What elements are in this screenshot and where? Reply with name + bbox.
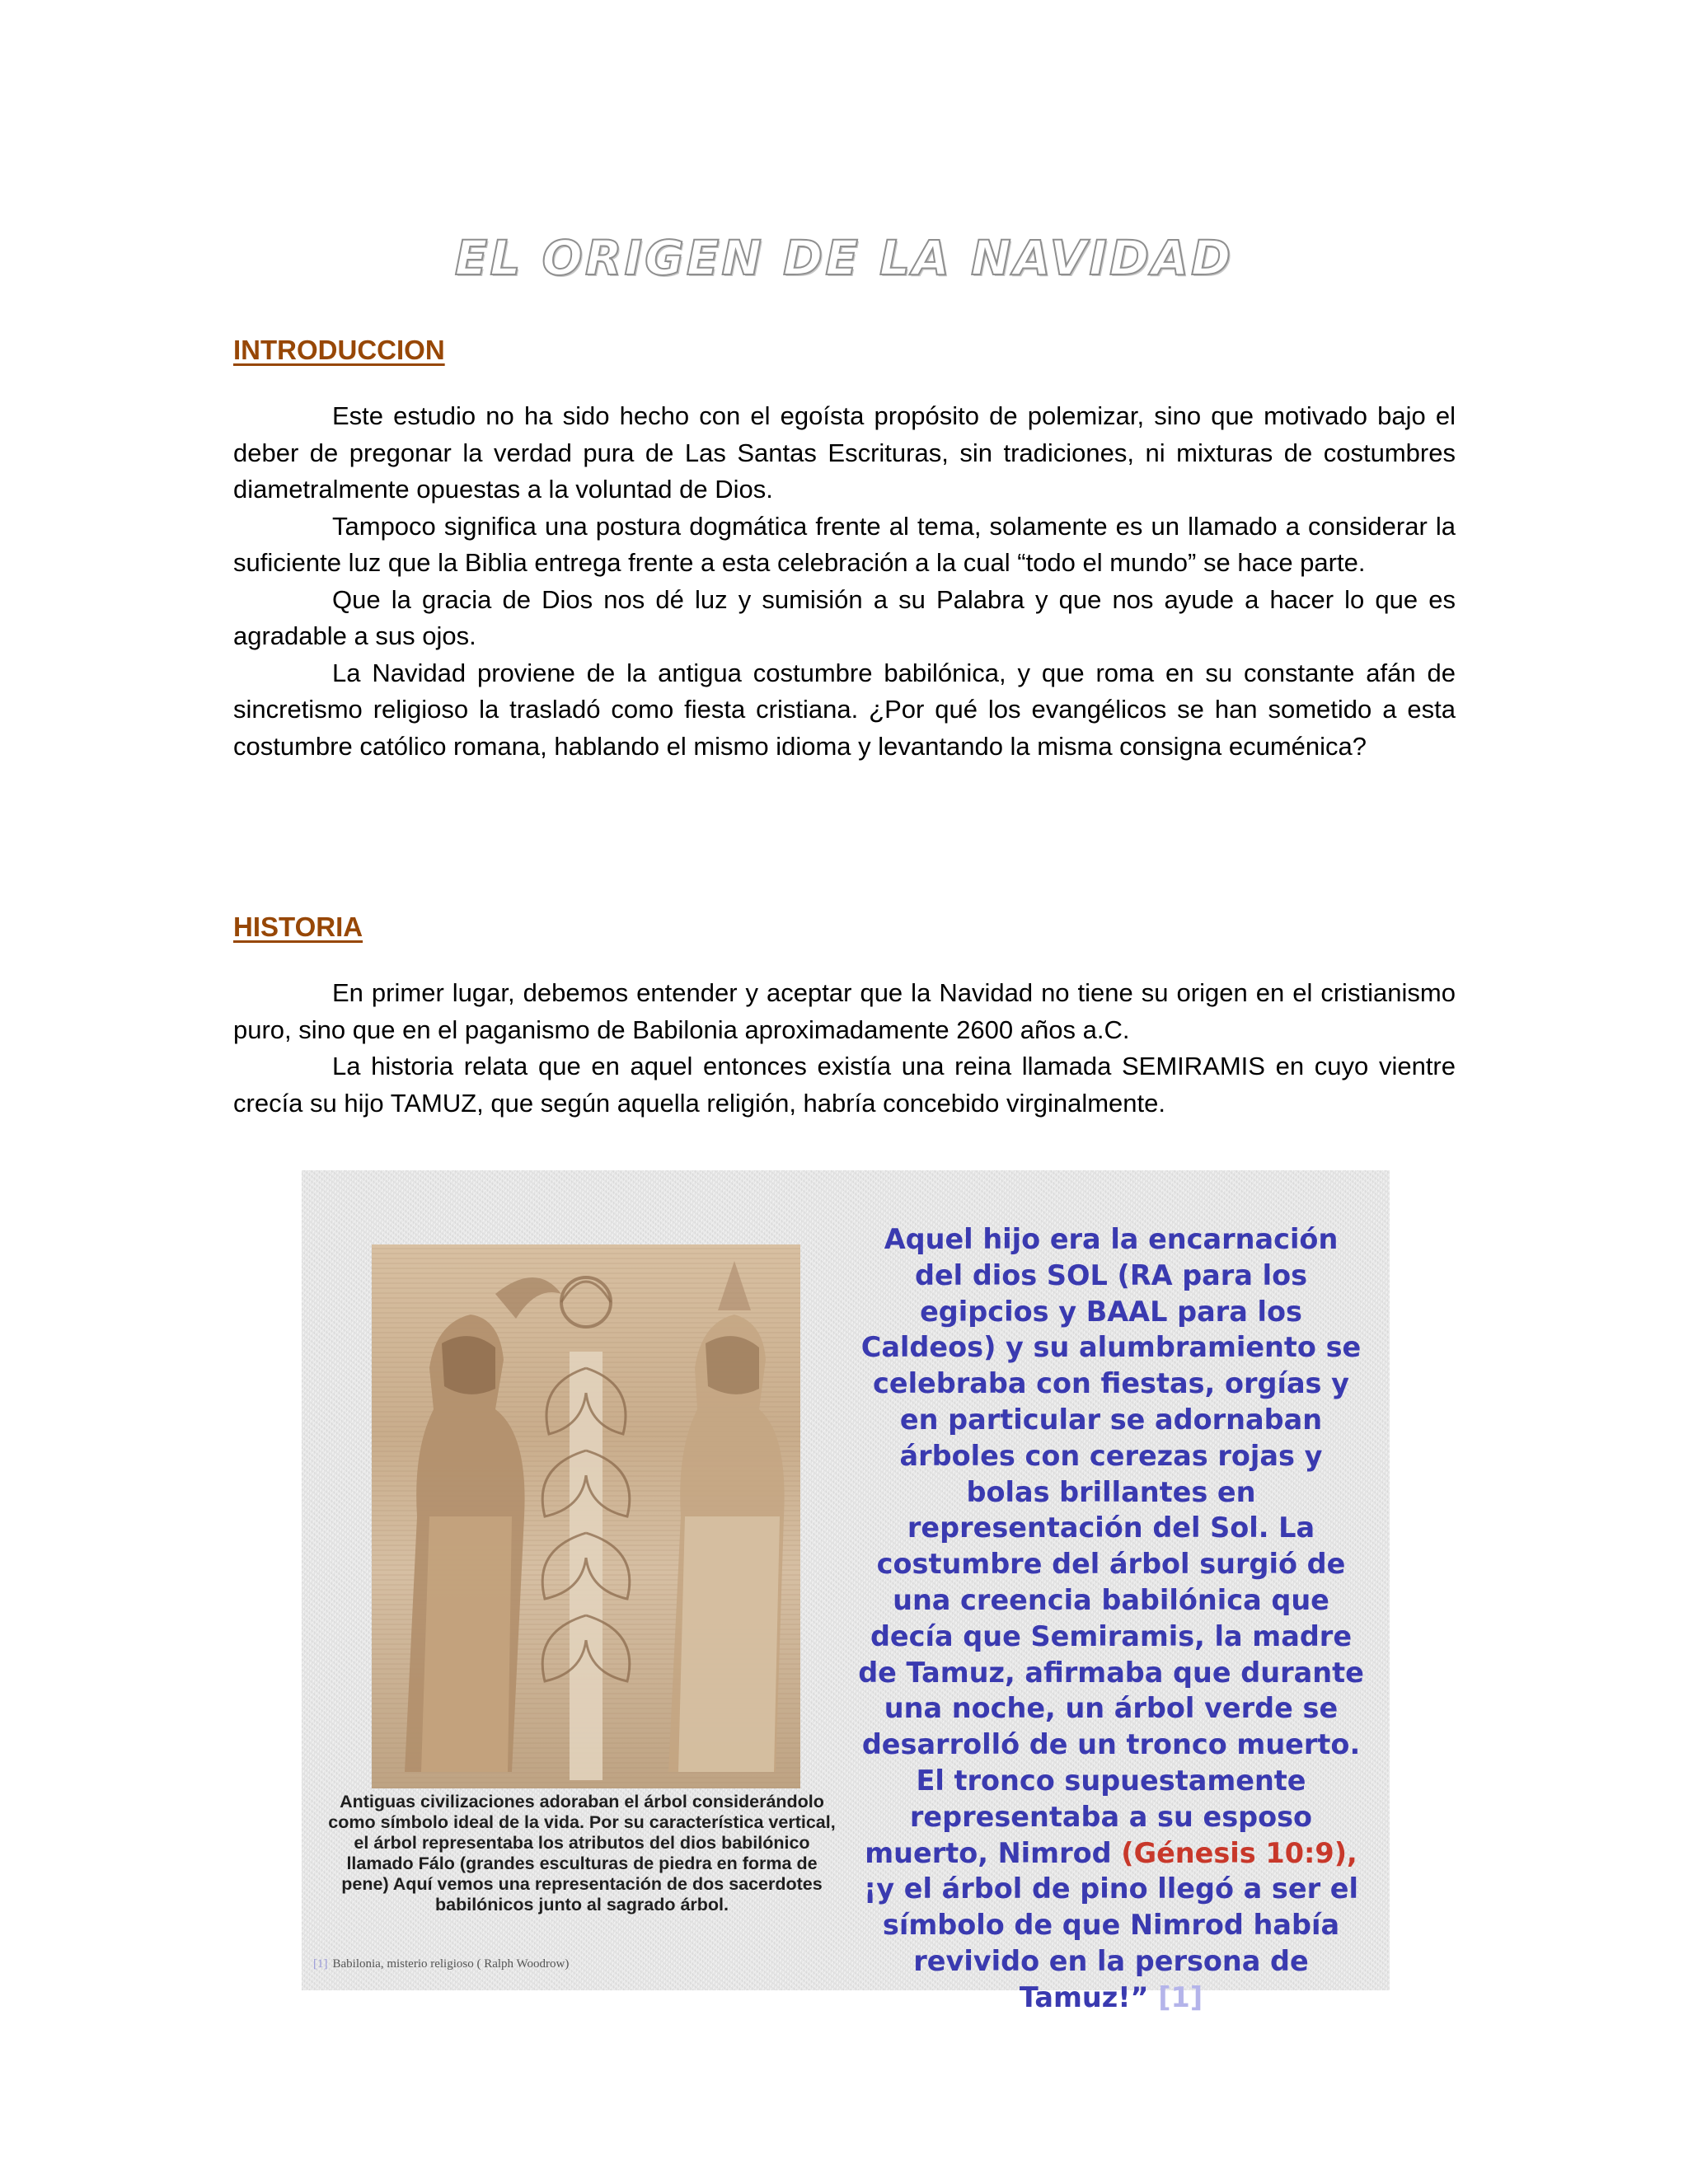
section-heading-historia: HISTORIA <box>233 912 363 942</box>
introduccion-body <box>233 398 1456 765</box>
quote-end-text: ¡y el árbol de pino llegó a ser el símbolo de que Nimrod había revivido en la persona de Tamuz!” <box>864 1872 1358 2013</box>
historia-body <box>233 975 1456 1122</box>
paragraph: Este estudio no ha sido hecho con el egoísta propósito de polemizar, sino que motivado bajo el deber de pregonar la verdad pura de Las Santas Escrituras, sin tradiciones, ni mixturas de costumbres diametralmente opuestas a la voluntad de Dios. <box>233 401 1456 504</box>
reference-note <box>313 1957 569 1971</box>
figure-quote <box>856 1221 1367 2016</box>
figure-caption: Antiguas civilizaciones adoraban el árbol considerándolo como símbolo ideal de la vida. Por su característica vertical, el árbol representaba los atributos del dios babilónico llamado Fálo (grandes esculturas de piedra en forma de pene) Aquí vemos una representación de dos sacerdotes babilónicos junto al sagrado árbol. <box>328 1792 836 1915</box>
figure-image <box>302 1170 1390 2013</box>
paragraph: Que la gracia de Dios nos dé luz y sumisión a su Palabra y que nos ayude a hacer lo que es agradable a sus ojos. <box>233 584 1456 650</box>
relief-image <box>372 1244 800 1788</box>
quote-main-text: Aquel hijo era la encarnación del dios SOL (RA para los egipcios y BAAL para los Caldeos) y su alumbramiento se celebraba con fiestas, orgías y en particular se adornaban árboles con cerezas rojas y bolas brillantes en representación del Sol. La costumbre del árbol surgió de una creencia babilónica que decía que Semiramis, la madre de Tamuz, afirmaba que durante una noche, un árbol verde se desarrolló de un tronco muerto. El tronco supuestamente representaba a su esposo muerto, Nimrod <box>858 1223 1364 1869</box>
paragraph: La Navidad proviene de la antigua costumbre babilónica, y que roma en su constante afán de sincretismo religioso la trasladó como fiesta cristiana. ¿Por qué los evangélicos se han sometido a esta costumbre católico romana, hablando el mismo idioma y levantando la misma consigna ecuménica? <box>233 658 1456 761</box>
quote-bible-reference: (Génesis 10:9), <box>1121 1836 1357 1869</box>
relief-illustration <box>372 1244 800 1788</box>
section-heading-introduccion: INTRODUCCION <box>233 335 445 365</box>
paragraph: En primer lugar, debemos entender y aceptar que la Navidad no tiene su origen en el cristianismo puro, sino que en el paganismo de Babilonia aproximadamente 2600 años a.C. <box>233 978 1456 1044</box>
footnote-link[interactable]: [1] <box>1158 1980 1203 2013</box>
paragraph: La historia relata que en aquel entonces existía una reina llamada SEMIRAMIS en cuyo vientre crecía su hijo TAMUZ, que según aquella religión, habría concebido virginalmente. <box>233 1052 1456 1118</box>
page-title: EL ORIGEN DE LA NAVIDAD <box>454 229 1234 286</box>
reference-text: Babilonia, misterio religioso ( Ralph Woodrow) <box>332 1957 570 1971</box>
paragraph: Tampoco significa una postura dogmática frente al tema, solamente es un llamado a considerar la suficiente luz que la Biblia entrega frente a esta celebración a la cual “todo el mundo” se hace parte. <box>233 511 1456 577</box>
reference-number: [1] <box>313 1957 328 1971</box>
